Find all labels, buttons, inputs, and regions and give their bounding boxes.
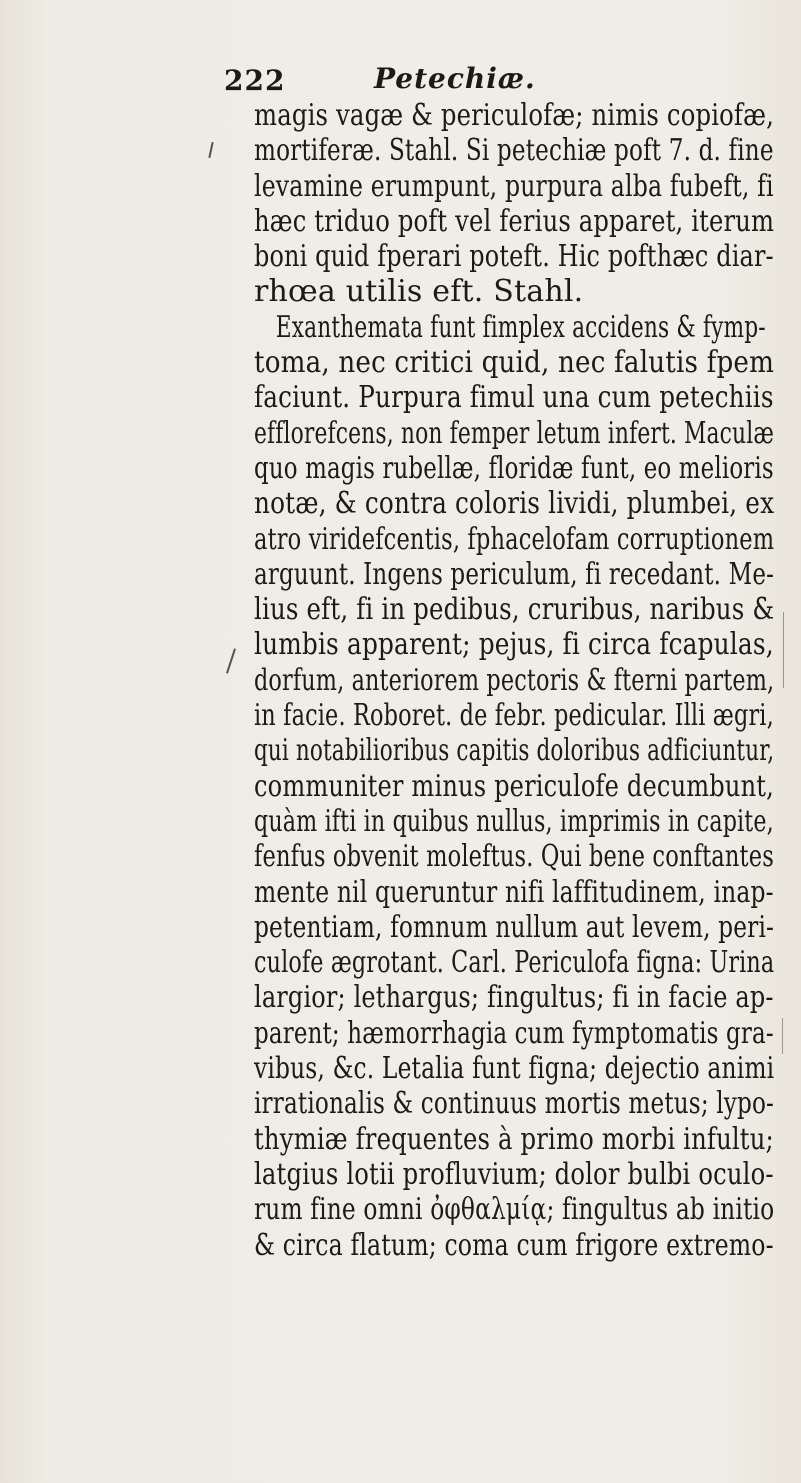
- running-title: Petechiæ.: [374, 62, 536, 95]
- text-line: rhœa utilis eft. Stahl.: [254, 274, 584, 310]
- text-line: lumbis apparent; pejus, fi circa fcapulas,: [254, 627, 774, 663]
- text-line: faciunt. Purpura fimul una cum petechiis: [254, 380, 774, 416]
- text-line: communiter minus periculofe decumbunt,: [254, 768, 774, 804]
- paragraph-start-line: Exanthemata funt fimplex accidens & fymp-: [275, 309, 766, 345]
- text-line: hæc triduo poft vel ferius apparet, iterum: [254, 203, 775, 239]
- text-line: toma, nec critici quid, nec falutis fpem: [254, 345, 775, 381]
- text-line: petentiam, fomnum nullum aut levem, peri-: [254, 909, 775, 945]
- text-line: fenfus obvenit moleftus. Qui bene conftantes: [254, 839, 774, 875]
- running-head: [224, 62, 536, 97]
- text-line: & circa flatum; coma cum frigore extremo-: [254, 1227, 774, 1263]
- text-line: boni quid fperari poteft. Hic pofthæc diar-: [254, 239, 774, 275]
- text-line: lius eft, fi in pedibus, cruribus, naribus &: [254, 592, 775, 628]
- text-line: parent; hæmorrhagia cum fymptomatis gra-: [254, 1015, 774, 1051]
- text-line: efflorefcens, non femper letum infert. Maculæ: [254, 415, 775, 451]
- text-line: levamine erumpunt, purpura alba fubeft, fi: [254, 168, 774, 204]
- text-line: dorfum, anteriorem pectoris & fterni partem,: [254, 662, 775, 698]
- text-line: quàm ifti in quibus nullus, imprimis in capite,: [254, 803, 774, 839]
- margin-mark: [783, 612, 784, 688]
- text-line: notæ, & contra coloris lividi, plumbei, ex: [254, 486, 775, 522]
- text-line: in facie. Roboret. de febr. pedicular. Illi ægri,: [254, 698, 774, 734]
- body-text: [254, 98, 774, 1263]
- text-line: magis vagæ & periculofæ; nimis copiofæ,: [254, 98, 774, 133]
- text-line: arguunt. Ingens periculum, fi recedant. Me-: [254, 556, 775, 592]
- text-line: thymiæ frequentes à primo morbi infultu;: [254, 1121, 774, 1157]
- text-line: mortiferæ. Stahl. Si petechiæ poft 7. d. fine: [254, 133, 774, 169]
- margin-mark: [226, 648, 236, 673]
- text-line: vibus, &c. Letalia funt figna; dejectio animi: [254, 1051, 775, 1087]
- margin-mark: [782, 1018, 783, 1054]
- text-line: mente nil queruntur nifi laffitudinem, inap-: [254, 874, 774, 910]
- text-line: latgius lotii profluvium; dolor bulbi oculo-: [254, 1156, 774, 1192]
- text-line: rum fine omni ὀφθαλμίᾳ; fingultus ab initio: [254, 1192, 775, 1228]
- text-line: irrationalis & continuus mortis metus; lypo-: [254, 1086, 774, 1122]
- text-line: atro viridefcentis, fphacelofam corruptionem: [254, 521, 775, 557]
- text-line: quo magis rubellæ, floridæ funt, eo melioris: [254, 450, 774, 486]
- page-number: 222: [224, 64, 286, 97]
- text-line: qui notabilioribus capitis doloribus adficiuntur,: [254, 733, 775, 769]
- margin-mark: [208, 142, 213, 158]
- text-line: culofe ægrotant. Carl. Periculofa figna: Urina: [254, 945, 775, 981]
- text-line: largior; lethargus; fingultus; fi in facie ap-: [254, 980, 774, 1016]
